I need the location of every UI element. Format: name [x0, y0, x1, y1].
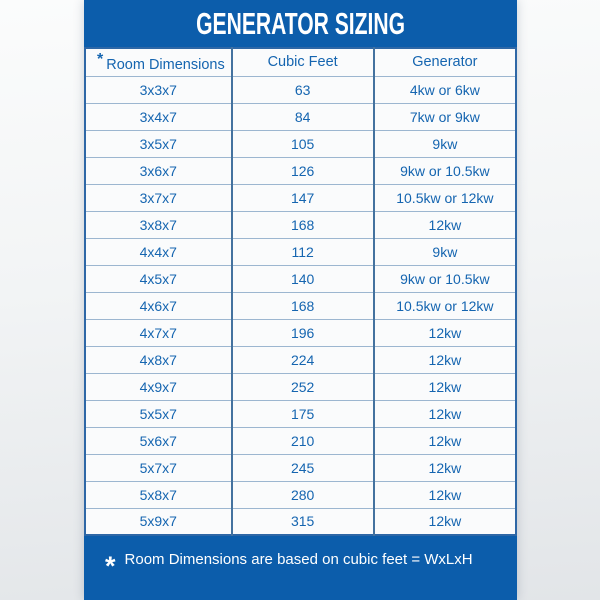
- table-row: [85, 292, 516, 319]
- table-cell: 3x8x7: [85, 211, 232, 238]
- table-cell: 10.5kw or 12kw: [374, 184, 516, 211]
- table-row: [85, 346, 516, 373]
- table-row: [85, 238, 516, 265]
- table-body: [85, 76, 516, 535]
- table-row: [85, 400, 516, 427]
- table-cell: 168: [232, 211, 374, 238]
- table-cell: 63: [232, 76, 374, 103]
- table-cell: 3x5x7: [85, 130, 232, 157]
- table-row: [85, 508, 516, 535]
- table-cell: 84: [232, 103, 374, 130]
- table-cell: 12kw: [374, 373, 516, 400]
- table-cell: 12kw: [374, 211, 516, 238]
- table-cell: 5x9x7: [85, 508, 232, 535]
- header-room-dimensions-label: Room Dimensions: [106, 57, 225, 74]
- table-cell: 5x6x7: [85, 427, 232, 454]
- table-cell: 12kw: [374, 427, 516, 454]
- table-cell: 315: [232, 508, 374, 535]
- table-cell: 3x3x7: [85, 76, 232, 103]
- title-band: [84, 0, 517, 47]
- table-cell: 196: [232, 319, 374, 346]
- table-cell: 3x6x7: [85, 157, 232, 184]
- table-cell: 3x4x7: [85, 103, 232, 130]
- table-row: [85, 130, 516, 157]
- table-cell: 3x7x7: [85, 184, 232, 211]
- table-row: [85, 481, 516, 508]
- table-row: [85, 454, 516, 481]
- page-title: GENERATOR SIZING: [196, 5, 405, 41]
- generator-sizing-poster: [84, 0, 517, 600]
- table-row: [85, 211, 516, 238]
- table-row: [85, 184, 516, 211]
- table-cell: 12kw: [374, 508, 516, 535]
- table-cell: 168: [232, 292, 374, 319]
- table-cell: 147: [232, 184, 374, 211]
- header-cell-cubic-feet: Cubic Feet: [232, 48, 374, 76]
- table-cell: 12kw: [374, 319, 516, 346]
- footer-band: [84, 536, 517, 600]
- header-cell-generator: Generator: [374, 48, 516, 76]
- table-cell: 280: [232, 481, 374, 508]
- table-cell: 112: [232, 238, 374, 265]
- generator-sizing-table: [84, 47, 517, 536]
- table-cell: 126: [232, 157, 374, 184]
- table-cell: 5x7x7: [85, 454, 232, 481]
- table-cell: 175: [232, 400, 374, 427]
- header-cell-room-dimensions: [85, 48, 232, 76]
- table-header-row: [85, 48, 516, 76]
- table-row: [85, 427, 516, 454]
- table-cell: 4x9x7: [85, 373, 232, 400]
- table-cell: 224: [232, 346, 374, 373]
- table-cell: 7kw or 9kw: [374, 103, 516, 130]
- table-cell: 4x5x7: [85, 265, 232, 292]
- table-cell: 4x8x7: [85, 346, 232, 373]
- table-cell: 12kw: [374, 400, 516, 427]
- table-cell: 12kw: [374, 454, 516, 481]
- table-cell: 9kw: [374, 238, 516, 265]
- table-row: [85, 103, 516, 130]
- table-header: [85, 48, 516, 76]
- table-row: [85, 265, 516, 292]
- asterisk-icon: *: [97, 51, 104, 69]
- table-cell: 5x5x7: [85, 400, 232, 427]
- table-cell: 140: [232, 265, 374, 292]
- table-cell: 105: [232, 130, 374, 157]
- table-row: [85, 373, 516, 400]
- table-row: [85, 319, 516, 346]
- table-cell: 5x8x7: [85, 481, 232, 508]
- table-cell: 9kw: [374, 130, 516, 157]
- table-cell: 12kw: [374, 481, 516, 508]
- table-cell: 4x4x7: [85, 238, 232, 265]
- table-cell: 4kw or 6kw: [374, 76, 516, 103]
- table-row: [85, 157, 516, 184]
- table-cell: 9kw or 10.5kw: [374, 157, 516, 184]
- table-cell: 10.5kw or 12kw: [374, 292, 516, 319]
- table-cell: 12kw: [374, 346, 516, 373]
- footnote-text: Room Dimensions are based on cubic feet = WxLxH: [124, 551, 473, 568]
- table-cell: 245: [232, 454, 374, 481]
- table-cell: 210: [232, 427, 374, 454]
- table-cell: 252: [232, 373, 374, 400]
- table-row: [85, 76, 516, 103]
- table-cell: 4x6x7: [85, 292, 232, 319]
- table-cell: 4x7x7: [85, 319, 232, 346]
- footnote: * Room Dimensions are based on cubic feet = WxLxH: [105, 550, 473, 581]
- table-cell: 9kw or 10.5kw: [374, 265, 516, 292]
